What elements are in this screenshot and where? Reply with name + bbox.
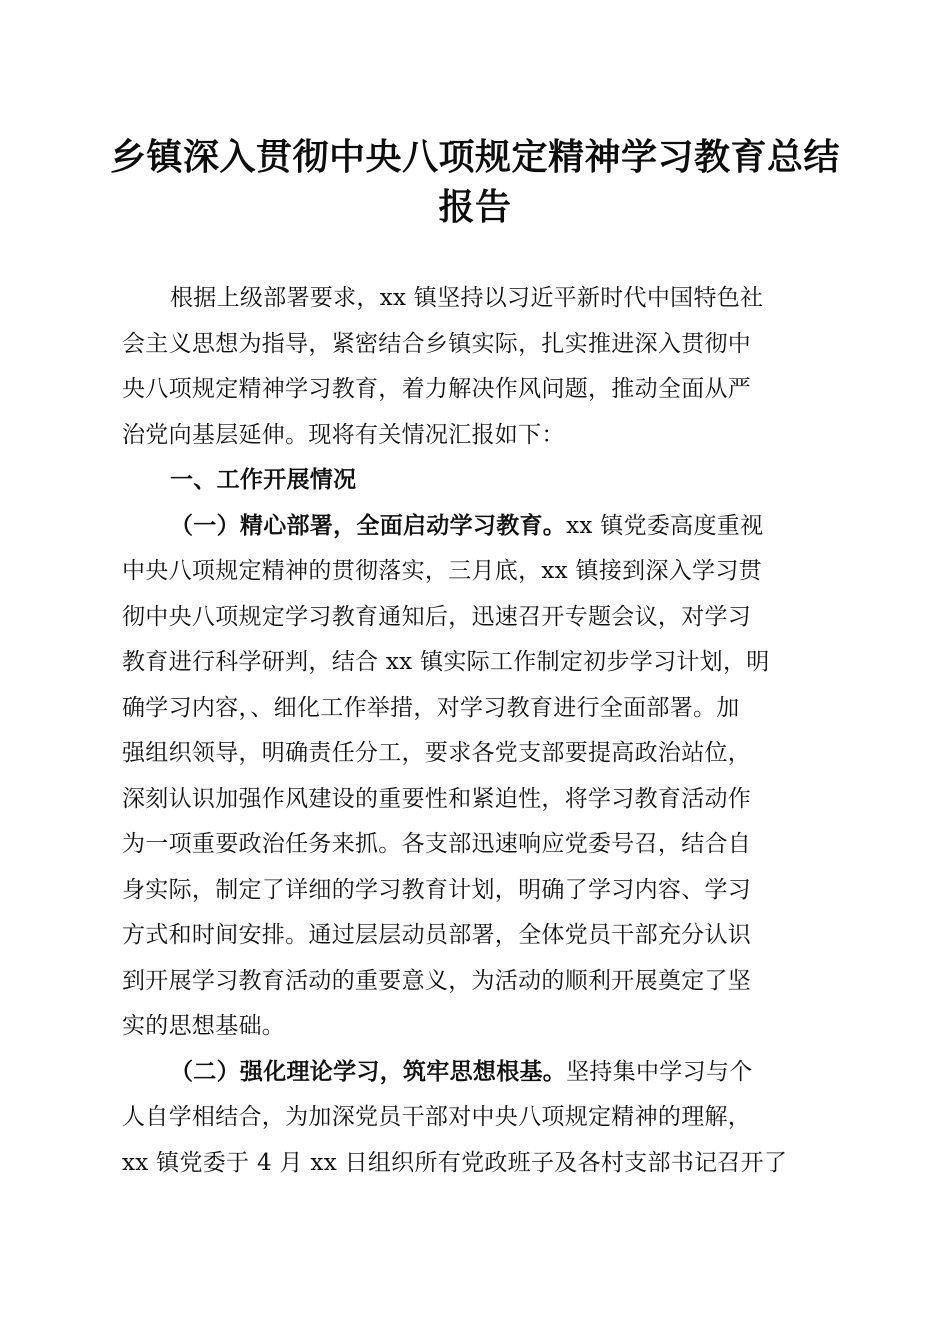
paragraph-line: 人自学相结合，为加深党员干部对中央八项规定精神的理解， [122,1104,752,1130]
paragraph-line: 身实际，制定了详细的学习教育计划，明确了学习内容、学习 [122,876,752,903]
subsection-2-first-text: 坚持集中学习与个 [566,1058,753,1085]
intro-line: 治党向基层延伸。现将有关情况汇报如下： [122,421,565,448]
intro-line: 央八项规定精神学习教育，着力解决作风问题，推动全面从严 [122,376,752,402]
subsection-1-first-text: xx 镇党委高度重视 [566,512,764,539]
title-line-1: 乡镇深入贯彻中央八项规定精神学习教育总结 [109,137,840,178]
intro-line: 根据上级部署要求，xx 镇坚持以习近平新时代中国特色社 [170,285,764,311]
paragraph-line: 确学习内容，、细化工作举措，对学习教育进行全面部署。加 [122,694,740,721]
document-body [122,276,828,1186]
title-line-2: 报告 [438,187,512,228]
subsection-2-lead: （二）强化理论学习，筑牢思想根基。 [170,1058,567,1085]
paragraph-line: 到开展学习教育活动的重要意义，为活动的顺利开展奠定了坚 [122,967,752,994]
paragraph-line: 教育进行科学研判，结合 xx 镇实际工作制定初步学习计划，明 [122,649,770,675]
subsection-1-first-line [122,504,828,550]
paragraph-line: xx 镇党委于 4 月 xx 日组织所有党政班子及各村支部书记召开了 [122,1149,788,1176]
paragraph-line: 实的思想基础。 [122,1013,286,1039]
subsection-2-first-line [122,1050,828,1096]
section-heading: 一、工作开展情况 [170,467,357,493]
paragraph-line: 为一项重要政治任务来抓。各支部迅速响应党委号召，结合自 [122,831,752,857]
document-title [100,133,850,233]
paragraph-line: 深刻认识加强作风建设的重要性和紧迫性，将学习教育活动作 [122,785,752,812]
paragraph-line: 中央八项规定精神的贯彻落实，三月底，xx 镇接到深入学习贯 [122,558,762,584]
paragraph-line: 彻中央八项规定学习教育通知后，迅速召开专题会议，对学习 [122,603,752,630]
paragraph-line: 强组织领导，明确责任分工，要求各党支部要提高政治站位， [122,740,752,766]
subsection-1-lead: （一）精心部署，全面启动学习教育。 [170,512,567,539]
paragraph-line: 方式和时间安排。通过层层动员部署，全体党员干部充分认识 [122,922,752,948]
intro-line: 会主义思想为指导，紧密结合乡镇实际，扎实推进深入贯彻中 [122,330,752,357]
